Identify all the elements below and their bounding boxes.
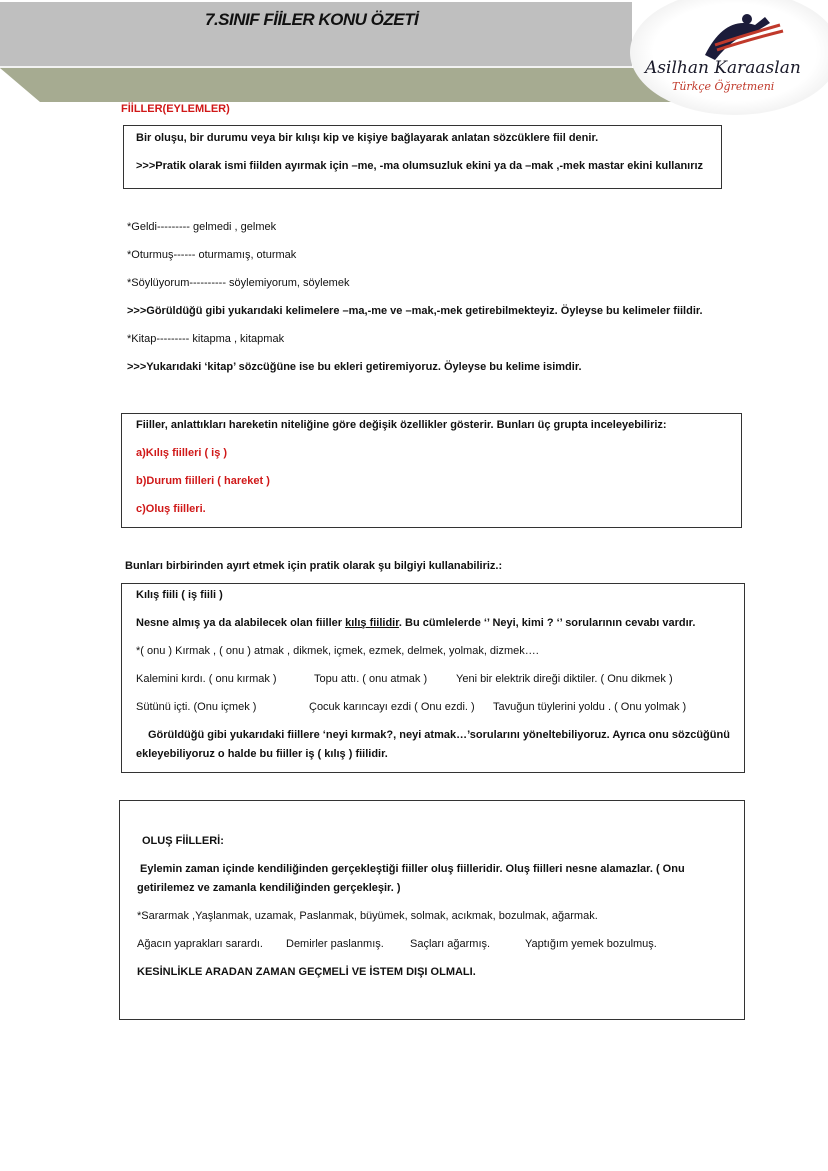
kilis-example: Topu attı. ( onu atmak ): [314, 673, 428, 685]
definition-box: [123, 125, 722, 189]
kilis-box: [121, 583, 745, 773]
kilis-example: Yeni bir elektrik direği diktiler. ( Onu dikmek ): [456, 673, 673, 685]
kilis-example: Kalemini kırdı. ( onu kırmak ): [136, 673, 277, 685]
logo-subtitle: Türkçe Öğretmeni: [672, 80, 775, 93]
practical-tip: >>>Pratik olarak ismi fiilden ayırmak için –me, -ma olumsuzluk ekini ya da –mak ,-mek mastar ekini kullanırız: [136, 160, 704, 172]
type-item: a)Kılış fiilleri ( iş ): [136, 447, 228, 459]
kilis-conclusion: Görüldüğü gibi yukarıdaki fiillere ‘neyi kırmak?, neyi atmak…’sorularını yöneltebiliyoruz. Ayrıca onu sözcüğünü: [148, 729, 730, 741]
intro-text: Bunları birbirinden ayırt etmek için pratik olarak şu bilgiyi kullanabiliriz.:: [125, 560, 503, 572]
kilis-definition: Nesne almış ya da alabilecek olan fiiller kılış fiilidir. Bu cümlelerde ‘’ Neyi, kimi ? ‘’ sorularının cevabı vardır.: [136, 617, 696, 629]
example-conclusion: >>>Görüldüğü gibi yukarıdaki kelimelere –ma,-me ve –mak,-mek getirebilmekteyiz. Öyleyse bu kelimeler fiildir.: [127, 305, 703, 317]
kilis-example: Çocuk karıncayı ezdi ( Onu ezdi. ): [309, 701, 475, 713]
olus-title: OLUŞ FİİLLERİ:: [142, 835, 224, 847]
types-intro: Fiiller, anlattıkları hareketin niteliğine göre değişik özellikler gösterir. Bunları üç grupta inceleyebiliriz:: [136, 419, 667, 431]
kilis-conclusion: ekleyebiliyoruz o halde bu fiiller iş ( kılış ) fiilidir.: [136, 748, 388, 760]
olus-box: [119, 800, 745, 1020]
olus-definition: Eylemin zaman içinde kendiliğinden gerçekleştiği fiiller oluş fiilleridir. Oluş fiilleri nesne alamazlar. ( Onu: [140, 863, 685, 875]
olus-warning: KESİNLİKLE ARADAN ZAMAN GEÇMELİ VE İSTEM DIŞI OLMALI.: [137, 966, 476, 978]
olus-example: Yaptığım yemek bozulmuş.: [525, 938, 657, 950]
logo-figure-icon: [685, 5, 785, 65]
logo-name: Asilhan Karaaslan: [645, 58, 801, 78]
section-title: FİİLLER(EYLEMLER): [121, 103, 230, 115]
example-conclusion: >>>Yukarıdaki ‘kitap’ sözcüğüne ise bu ekleri getiremiyoruz. Öyleyse bu kelime isimdir.: [127, 361, 582, 373]
olus-list: *Sararmak ,Yaşlanmak, uzamak, Paslanmak, büyümek, solmak, acıkmak, bozulmak, ağarmak.: [137, 910, 598, 922]
page-title: 7.SINIF FİİLER KONU ÖZETİ: [205, 10, 419, 29]
type-item: b)Durum fiilleri ( hareket ): [136, 475, 270, 487]
kilis-example: Sütünü içti. (Onu içmek ): [136, 701, 257, 713]
header-band: [0, 68, 690, 102]
types-box: [121, 413, 742, 528]
olus-definition: getirilemez ve zamanla kendiliğinden gerçekleşir. ): [137, 882, 401, 894]
example-line: *Oturmuş------ oturmamış, oturmak: [127, 249, 297, 261]
kilis-list: *( onu ) Kırmak , ( onu ) atmak , dikmek, içmek, ezmek, delmek, yolmak, dizmek….: [136, 645, 539, 657]
kilis-example: Tavuğun tüylerini yoldu . ( Onu yolmak ): [493, 701, 687, 713]
example-line: *Geldi--------- gelmedi , gelmek: [127, 221, 277, 233]
olus-example: Demirler paslanmış.: [286, 938, 384, 950]
olus-example: Saçları ağarmış.: [410, 938, 491, 950]
kilis-title: Kılış fiili ( iş fiili ): [136, 589, 223, 601]
olus-example: Ağacın yaprakları sarardı.: [137, 938, 263, 950]
definition-text: Bir oluşu, bir durumu veya bir kılışı kip ve kişiye bağlayarak anlatan sözcüklere fiil denir.: [136, 132, 599, 144]
example-line: *Söylüyorum---------- söylemiyorum, söylemek: [127, 277, 350, 289]
example-line: *Kitap--------- kitapma , kitapmak: [127, 333, 285, 345]
type-item: c)Oluş fiilleri.: [136, 503, 206, 515]
